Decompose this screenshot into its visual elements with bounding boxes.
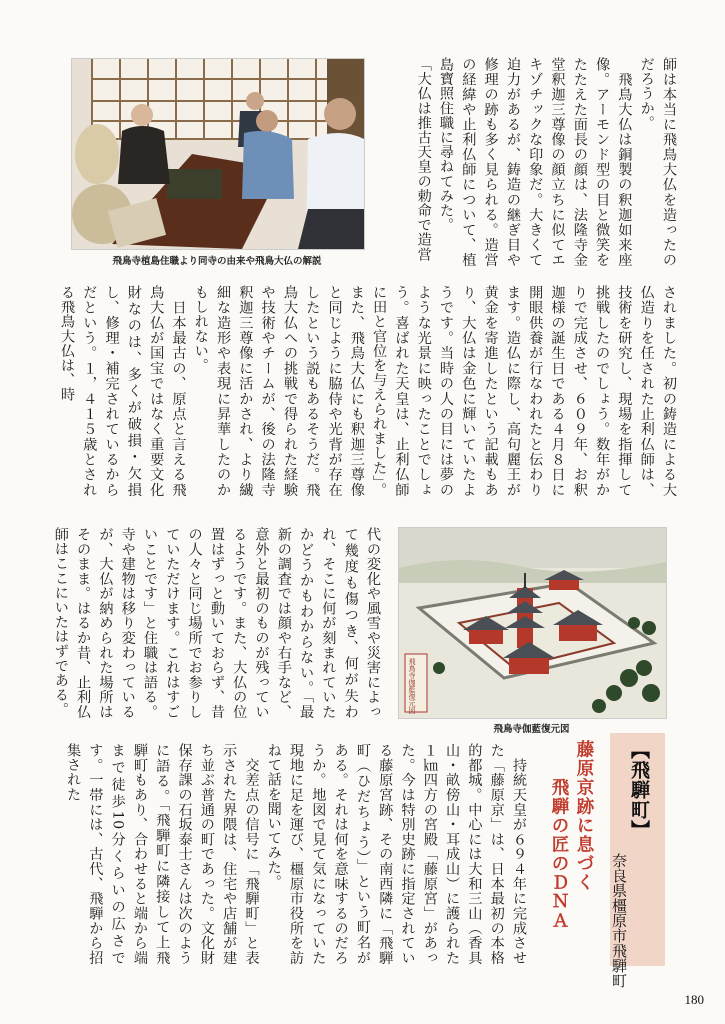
body-text-lower-left: 代の変化や風雪や災害によって幾度も傷つき、何が失われ、そこに何が刻まれていたかどうかもわからない。「最新の調査では顔や右手など、意外と最初のものが残っているようです。また、大仏の位置はずっと動いておらず、昔の人々と同じ場所でお参りしていただけます。これはすごいことです」と住職は語る。寺や建物は移り変わっているが、大仏が納められた場所はそのまま。はるか昔、止利仏師はここにいたはずである。 (52, 527, 381, 719)
section-location: 奈良県橿原市飛騨町 (610, 853, 628, 988)
section-headline-2: 飛騨の匠のＤＮＡ (549, 778, 569, 930)
body-text-middle: されました。初の鋳造による大仏造りを任された止利仏師は、技術を研究し、現場を指揮して挑戦したのでしょう。数年がかりで完成させ、６０９年、お釈迦様の誕生日である４月８日に開眼供養が行なわれたと伝わります。造仏に際し、高句麗王が黄金を寄進したという記載もあり、大仏は金色に輝いていたようです。当時の人の目には夢のような光景に映ったことでしょう。喜ばれた天皇は、止利仏師に田と官位を与えられました」。また、飛鳥大仏にも釈迦三尊像と同じように脇侍や光背が存在したという説もあるそうだ。飛鳥大仏への挑戦で得られた経験や技術やチームが、後の法隆寺釈迦三尊像に活かされ、より繊細な造形や表現に昇華したのかもしれない。 日本最古の、原点と言える飛鳥大仏が国宝ではなく重要文化財なのは、多くが破損・欠損し、修理・補完されているからだという。１，４１５歳とされる飛鳥大仏は、時 (58, 285, 677, 497)
section-tag: 【飛騨町】 (628, 740, 650, 840)
temple-map-illustration (398, 527, 667, 719)
body-text-bottom: 持統天皇が６９４年に完成させた「藤原京」は、日本最初の本格的都城。中心には大和三山（香具山・畝傍山・耳成山）に護られた１㎞四方の宮殿「藤原宮」があった。今は特別史跡に指定されている藤原宮跡、その南西隣に「飛騨町（ひだちょう）」という町名がある。それは何を意味するのだろうか。地図で見て気になっていた現地に足を運び、橿原市役所を訪ねて話を聞いてみた。 交差点の信号に「飛騨町」と表示された界隈は、住宅や店舗が建ち並ぶ普通の町であった。文化財保存課の石坂泰士さんは次のように語る。「飛騨町に隣接して上飛騨町もあり、合わせると端から端まで徒歩10分くらいの広さです。一帯には、古代、飛騨から招集された (65, 743, 527, 965)
body-text-top: 師は本当に飛鳥大仏を造ったのだろうか。 飛鳥大仏は銅製の釈迦如来座像。アーモンド型の目と微笑をたたえた面長の顔は、法隆寺金堂釈迦三尊像の顔立ちに似てエキゾチックな印象だ。大きくて迫力があるが、鋳造の継ぎ目や修理の跡も多く見られる。造営の経緯や止利仏師について、植島寶照住職に尋ねてみた。 「大仏は推古天皇の勅命で造営 (415, 57, 677, 267)
section-headline-1: 藤原京跡に息づく (574, 740, 594, 892)
interview-photo-caption: 飛鳥寺植島住職より同寺の由来や飛鳥大仏の解説 (112, 256, 322, 267)
temple-map-caption: 飛鳥寺伽藍復元図 (493, 724, 570, 735)
page-number: 180 (684, 992, 704, 1007)
map-label: 飛鳥寺伽藍復元図 (408, 658, 416, 714)
interview-photo (71, 58, 365, 250)
